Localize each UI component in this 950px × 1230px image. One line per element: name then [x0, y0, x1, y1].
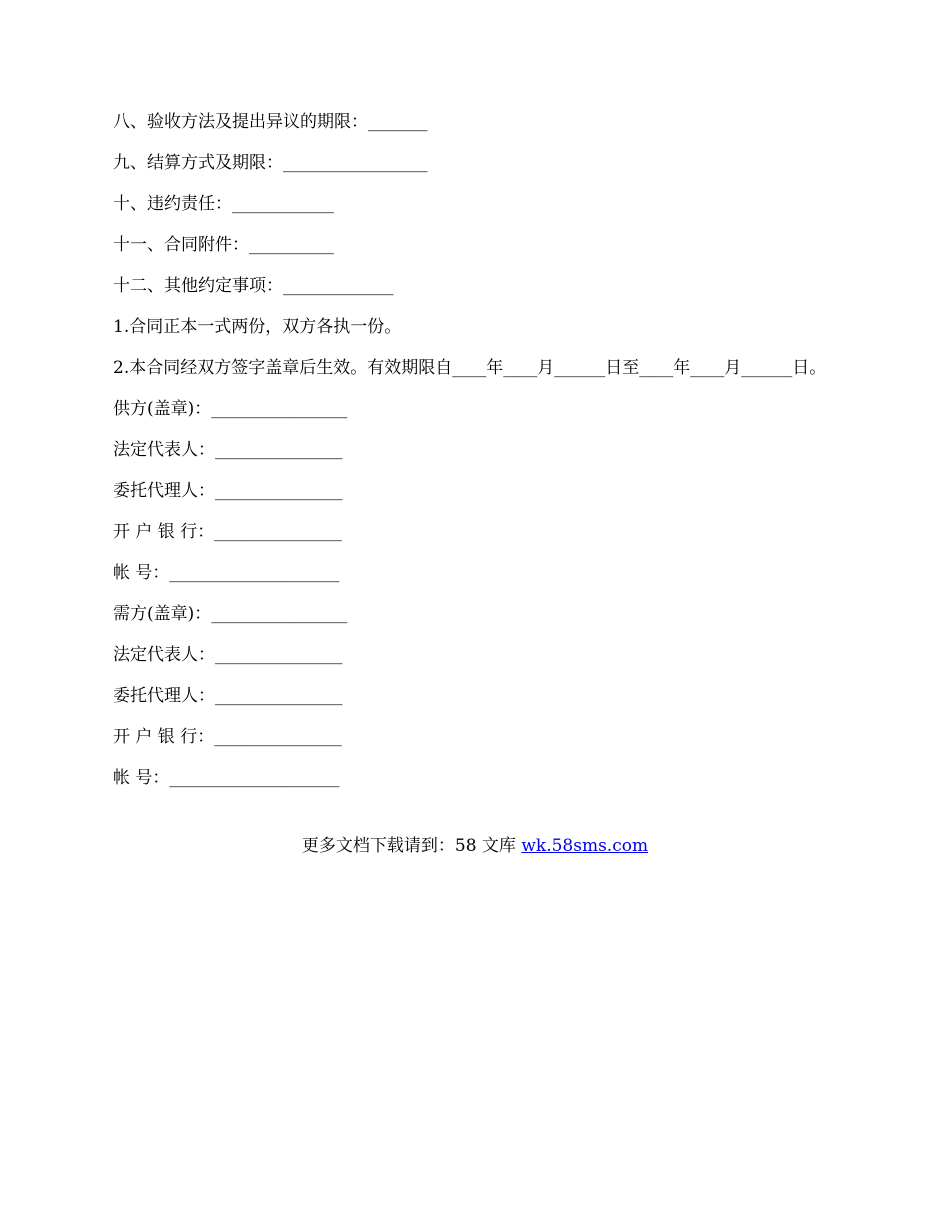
clause-effective-period: 2.本合同经双方签字盖章后生效。有效期限自____年____月______日至____年____月______日。: [113, 358, 827, 378]
buyer-seal-field: 需方(盖章)：________________: [113, 604, 348, 624]
supplier-agent-field: 委托代理人：_______________: [113, 481, 343, 501]
footer-text: 更多文档下载请到：58 文库: [301, 836, 522, 856]
buyer-agent-field: 委托代理人：_______________: [113, 686, 343, 706]
supplier-bank-field: 开 户 银 行：_______________: [113, 522, 342, 542]
supplier-legal-rep-field: 法定代表人：_______________: [113, 440, 343, 460]
buyer-legal-rep-field: 法定代表人：_______________: [113, 645, 343, 665]
clause-settlement-method: 九、结算方式及期限：_________________: [113, 153, 428, 173]
footer: [0, 836, 950, 857]
clause-other-matters: 十二、其他约定事项：_____________: [113, 276, 394, 296]
buyer-account-field: 帐 号：____________________: [113, 768, 340, 788]
clause-acceptance-method: 八、验收方法及提出异议的期限：_______: [113, 112, 428, 132]
buyer-bank-field: 开 户 银 行：_______________: [113, 727, 342, 747]
supplier-seal-field: 供方(盖章)：________________: [113, 399, 348, 419]
clause-copies: 1.合同正本一式两份，双方各执一份。: [113, 317, 402, 337]
footer-link[interactable]: wk.58sms.com: [521, 836, 649, 856]
document-body: [113, 112, 838, 809]
clause-breach-liability: 十、违约责任：____________: [113, 194, 334, 214]
clause-contract-attachments: 十一、合同附件：__________: [113, 235, 334, 255]
supplier-account-field: 帐 号：____________________: [113, 563, 340, 583]
